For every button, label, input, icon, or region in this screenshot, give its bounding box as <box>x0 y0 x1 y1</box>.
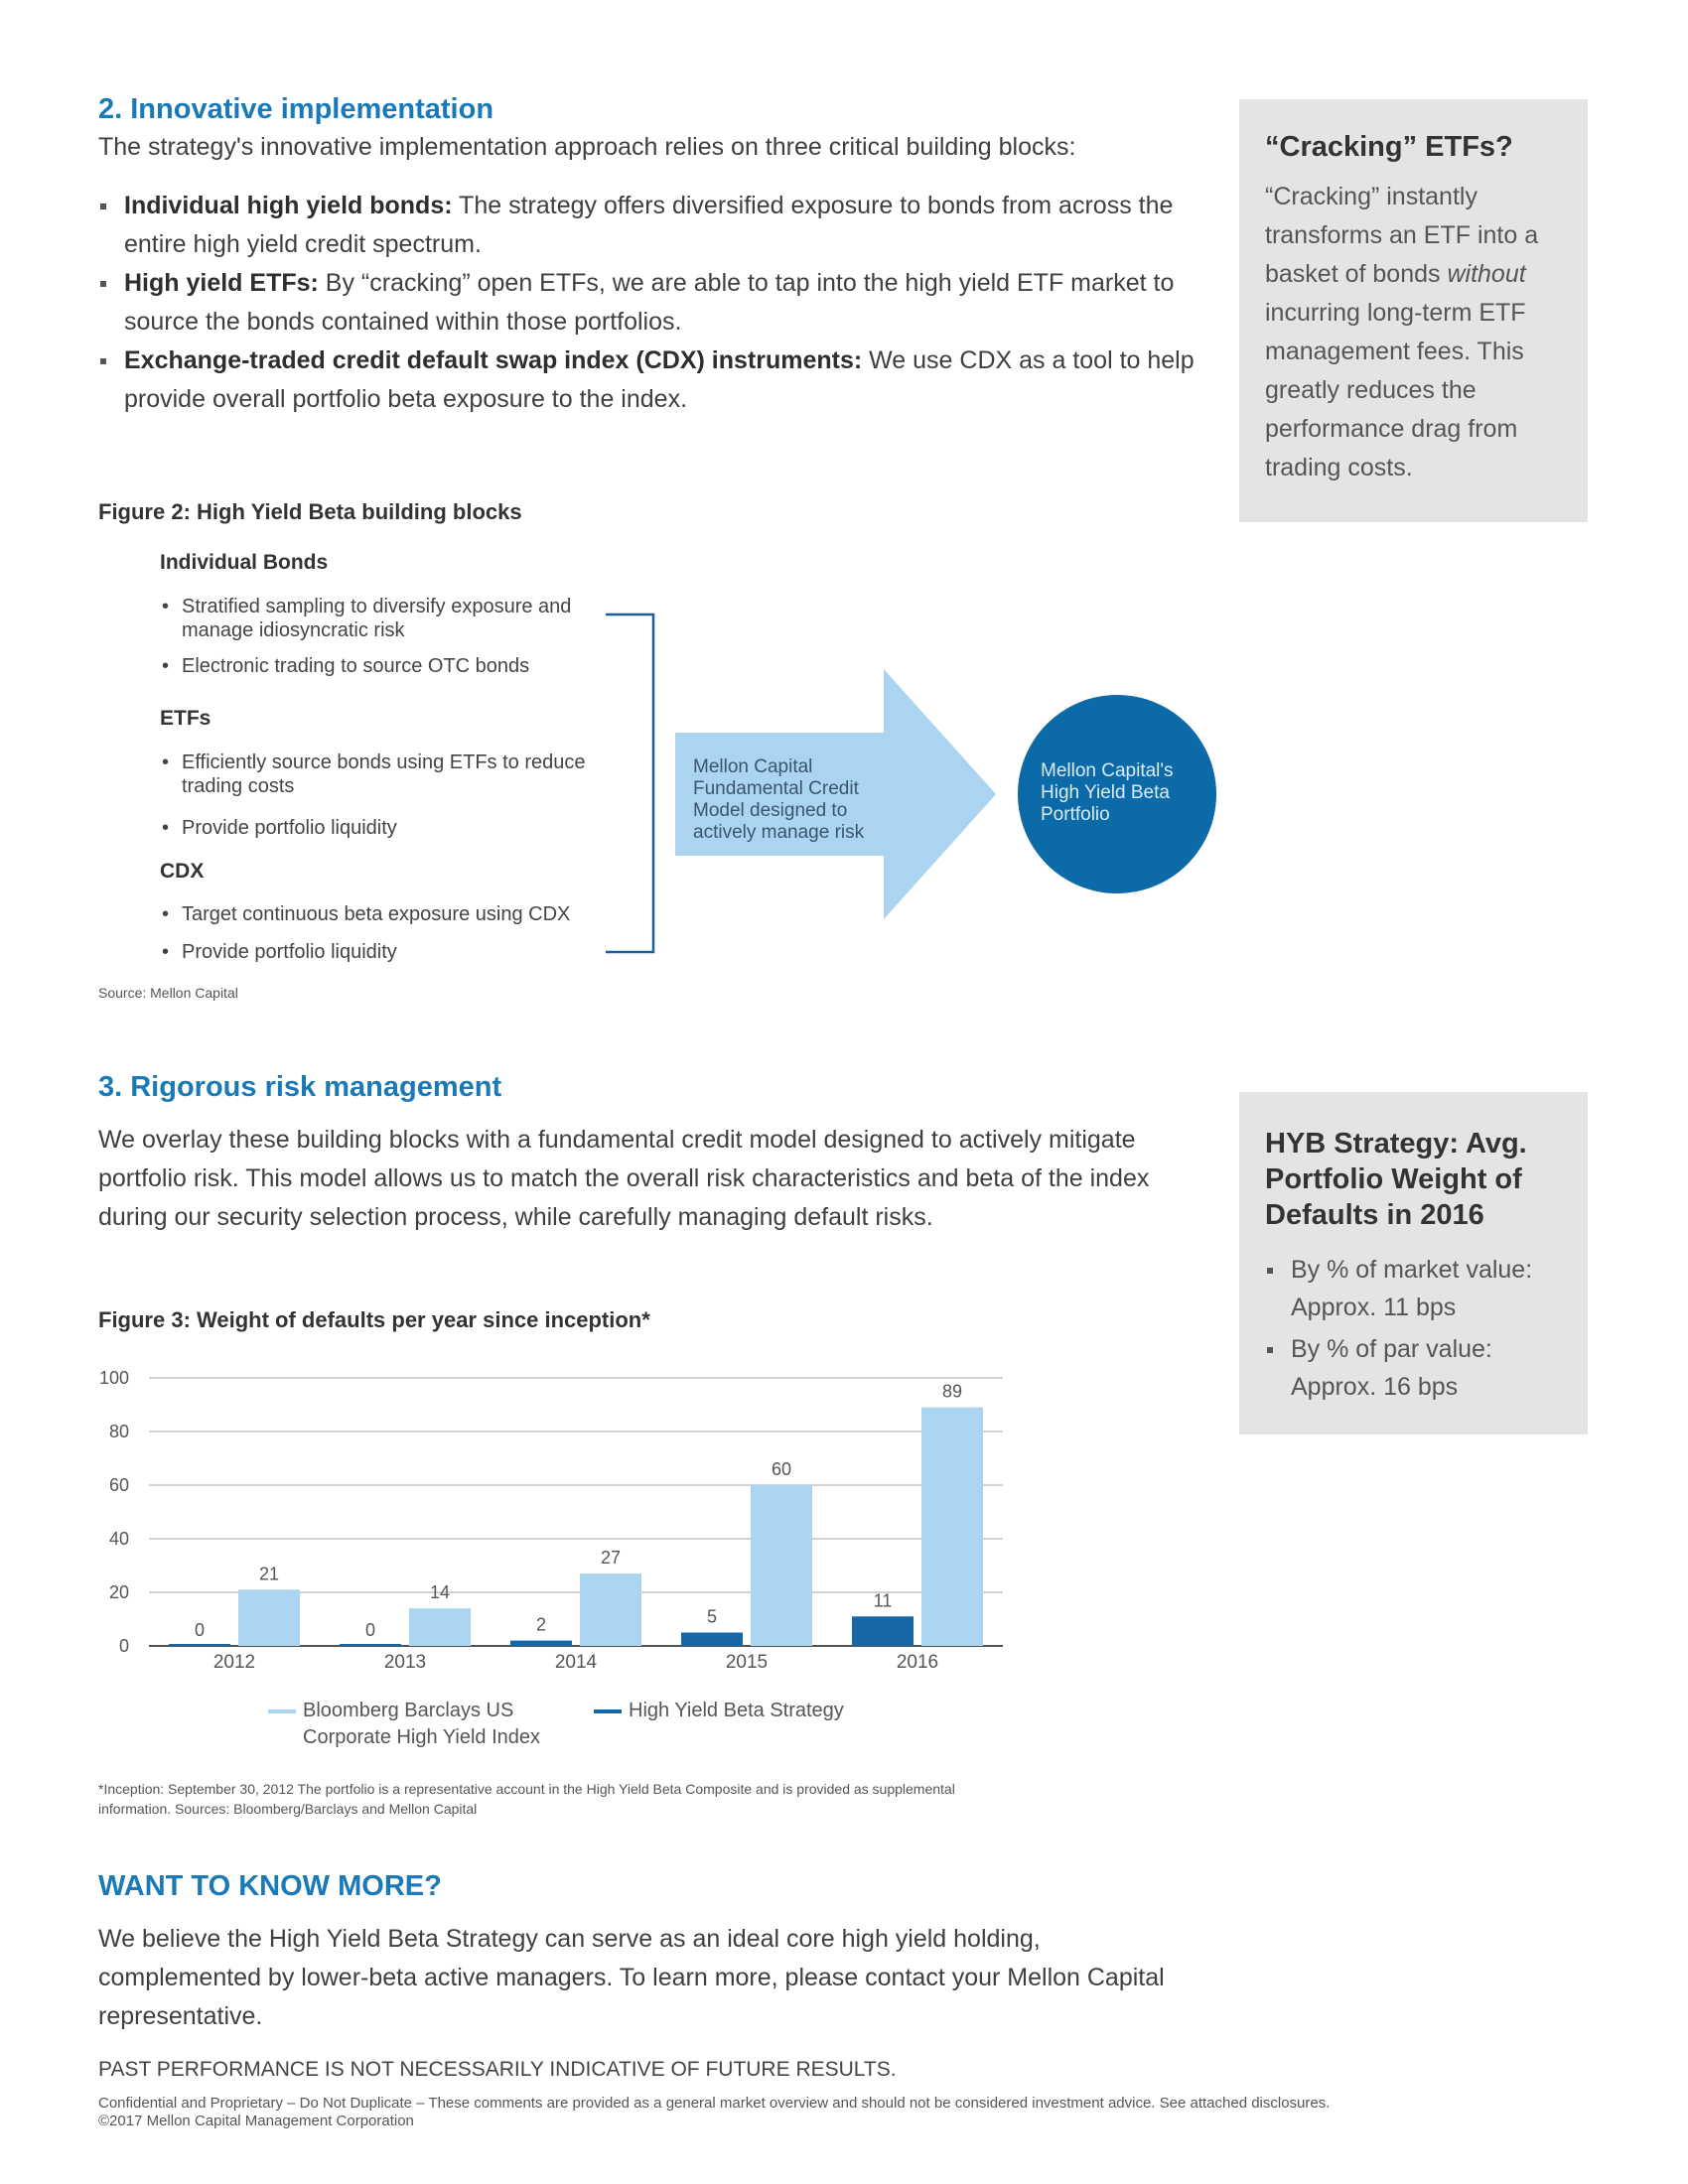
group-heading-bonds: Individual Bonds <box>160 551 329 574</box>
bar-index <box>921 1408 983 1646</box>
legend-label-strategy: High Yield Beta Strategy <box>629 1700 844 1721</box>
sidebox-title: “Cracking” ETFs? <box>1265 131 1513 163</box>
data-label: 2 <box>535 1614 547 1635</box>
data-label: 0 <box>364 1620 376 1640</box>
list-item: • Target continuous beta exposure using CDX <box>160 902 656 926</box>
list-item: • Provide portfolio liquidity <box>160 940 656 964</box>
figure-3-footnote: *Inception: September 30, 2012 The portfolio is a representative account in the High Yield Beta Composite and is provided as supplemental information. Sources: Bloomberg/Barclays and Mellon Capital <box>98 1781 955 1817</box>
list-item: • Efficiently source bonds using ETFs to reduce trading costs <box>160 751 617 798</box>
list-item: By % of market value: Approx. 11 bps <box>1265 1251 1573 1326</box>
bar-strategy <box>852 1616 914 1646</box>
bar-index <box>238 1589 300 1646</box>
bullet-cdx: Exchange-traded credit default swap index (CDX) instruments: We use CDX as a tool to help provide overall portfolio beta exposure to the index. <box>98 341 1200 419</box>
data-label: 27 <box>600 1548 622 1569</box>
bar-index <box>409 1608 471 1646</box>
bullet-bonds: Individual high yield bonds: The strategy offers diversified exposure to bonds from across the entire high yield credit spectrum. <box>98 187 1200 264</box>
x-category-label: 2015 <box>725 1652 769 1673</box>
y-tick-label: 100 <box>98 1368 129 1388</box>
list-item: • Stratified sampling to diversify exposure and manage idiosyncratic risk <box>160 595 617 642</box>
sidebox-text: “Cracking” instantly transforms an ETF into a basket of bonds without incurring long-term ETF management fees. This greatly reduces the performance drag from trading costs. <box>1265 183 1539 481</box>
copyright: ©2017 Mellon Capital Management Corporation <box>98 2113 414 2129</box>
legend-label-index: Bloomberg Barclays US Corporate High Yield Index <box>303 1700 541 1748</box>
bullet-etfs: High yield ETFs: By “cracking” open ETFs, we are able to tap into the high yield ETF market to source the bonds contained within those portfolios. <box>98 264 1200 341</box>
group-list-etfs <box>160 751 617 840</box>
x-category-label: 2013 <box>383 1652 427 1673</box>
circle-label: Mellon Capital's High Yield Beta Portfolio <box>1041 760 1174 825</box>
data-label: 0 <box>194 1620 206 1640</box>
x-category-label: 2012 <box>212 1652 256 1673</box>
list-item: By % of par value: Approx. 16 bps <box>1265 1330 1573 1406</box>
y-tick-label: 40 <box>108 1529 129 1549</box>
group-list-cdx <box>160 902 656 964</box>
bar-index <box>751 1485 812 1646</box>
data-label: 14 <box>429 1582 451 1603</box>
data-label: 5 <box>706 1606 718 1627</box>
group-heading-cdx: CDX <box>160 860 205 883</box>
bar-strategy <box>340 1644 401 1646</box>
figure-2-title: Figure 2: High Yield Beta building blocks <box>98 499 522 524</box>
data-label: 60 <box>771 1459 792 1479</box>
list-item: • Electronic trading to source OTC bonds <box>160 654 617 678</box>
building-blocks-list <box>98 187 1200 419</box>
bar-strategy <box>681 1633 743 1647</box>
legend-swatch-strategy <box>594 1709 622 1713</box>
sidebox-title: HYB Strategy: Avg. Portfolio Weight of Defaults in 2016 <box>1265 1128 1527 1231</box>
cta-heading: WANT TO KNOW MORE? <box>98 1870 442 1902</box>
group-heading-etfs: ETFs <box>160 707 211 730</box>
legend-swatch-index <box>268 1709 296 1713</box>
sidebox-list <box>1265 1251 1573 1406</box>
confidential-notice: Confidential and Proprietary – Do Not Duplicate – These comments are provided as a general market overview and should not be considered investment advice. See attached disclosures. <box>98 2095 1331 2112</box>
y-tick-label: 20 <box>108 1582 129 1602</box>
defaults-bar-chart <box>89 1360 1023 1688</box>
bar-strategy <box>510 1641 572 1646</box>
bar-index <box>580 1573 641 1646</box>
section-3-heading: 3. Rigorous risk management <box>98 1071 502 1103</box>
data-label: 11 <box>873 1590 893 1611</box>
data-label: 89 <box>941 1381 963 1402</box>
cta-body: We believe the High Yield Beta Strategy can serve as an ideal core high yield holding, complemented by lower-beta active managers. To learn more, please contact your Mellon Capital representative. <box>98 1925 1165 2030</box>
data-label: 21 <box>258 1564 280 1584</box>
list-item: • Provide portfolio liquidity <box>160 816 617 840</box>
x-category-label: 2014 <box>554 1652 598 1673</box>
section-2-heading: 2. Innovative implementation <box>98 93 494 125</box>
cracking-etfs-sidebox <box>1239 99 1588 522</box>
figure-2-source: Source: Mellon Capital <box>98 985 238 1001</box>
y-tick-label: 80 <box>108 1422 129 1441</box>
section-3-body: We overlay these building blocks with a fundamental credit model designed to actively mitigate portfolio risk. This model allows us to match the overall risk characteristics and beta of the index during our security selection process, while carefully managing default risks. <box>98 1126 1150 1231</box>
x-category-label: 2016 <box>896 1652 939 1673</box>
y-tick-label: 0 <box>118 1636 129 1656</box>
figure-3-title: Figure 3: Weight of defaults per year since inception* <box>98 1307 650 1332</box>
y-tick-label: 60 <box>108 1475 129 1495</box>
past-performance-disclaimer: PAST PERFORMANCE IS NOT NECESSARILY INDICATIVE OF FUTURE RESULTS. <box>98 2058 897 2081</box>
arrow-label: Mellon Capital Fundamental Credit Model designed to actively manage risk <box>693 756 865 843</box>
section-2-intro: The strategy's innovative implementation approach relies on three critical building blocks: <box>98 133 1076 161</box>
grouping-bracket <box>596 611 665 958</box>
group-list-bonds <box>160 595 617 678</box>
hyb-strategy-sidebox <box>1239 1092 1588 1434</box>
bar-strategy <box>169 1644 230 1646</box>
